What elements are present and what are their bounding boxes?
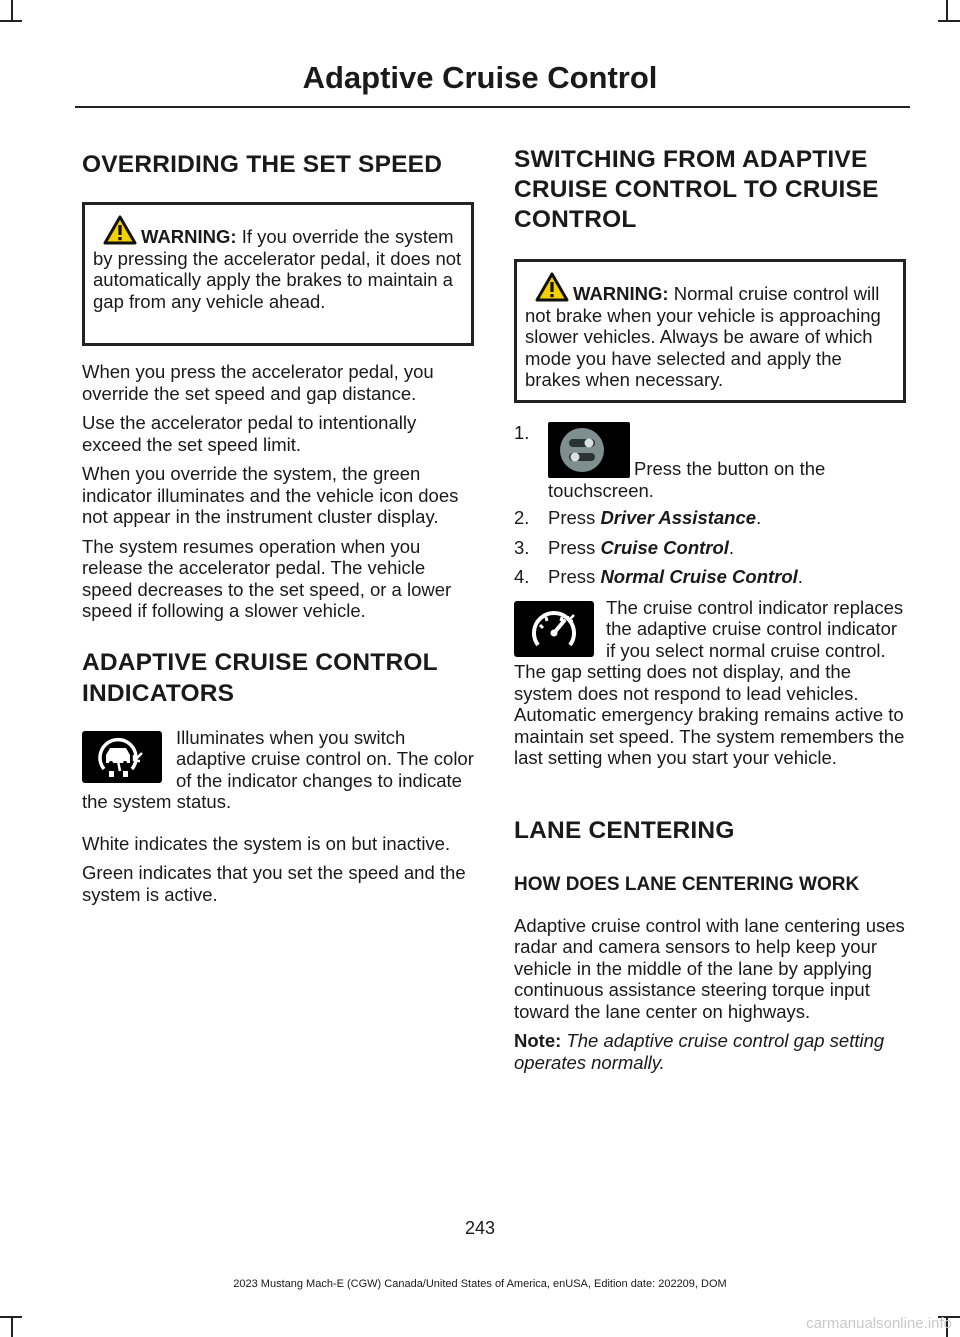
step-prefix: Press (548, 566, 601, 587)
right-column (514, 145, 906, 1073)
heading-line: CRUISE CONTROL TO CRUISE (514, 176, 879, 203)
menu-name: Driver Assistance (600, 507, 757, 528)
menu-name: Cruise Control (600, 536, 729, 558)
list-item (514, 422, 906, 501)
paragraph: Adaptive cruise control with lane centering uses radar and camera sensors to help keep your vehicle in the middle of the lane by applying continuous assistance steering torque input toward the lane center on highways. (514, 914, 905, 1022)
indicator-row (82, 727, 474, 813)
header-divider (75, 106, 910, 108)
warning-text: If you override the system by pressing the accelerator pedal, it does not automatically apply the brakes to maintain a gap from any vehicle ahead. (93, 226, 462, 312)
left-column (82, 145, 474, 905)
list-item (514, 507, 906, 529)
step-suffix: . (797, 566, 803, 587)
step-number: 3. (514, 536, 530, 558)
step-suffix: . (756, 507, 762, 528)
step-prefix: Press (548, 507, 601, 528)
cruise-indicator-row (514, 597, 906, 769)
crop-mark (11, 1316, 13, 1337)
paragraph: White indicates the system is on but inactive. (82, 832, 451, 854)
warning-box (514, 259, 906, 403)
note-text: The adaptive cruise control gap setting operates normally. (514, 1030, 885, 1073)
section-heading-overriding: OVERRIDING THE SET SPEED (82, 151, 443, 178)
section-heading-lane-centering: LANE CENTERING (514, 816, 735, 844)
watermark: carmanualsonline.info (806, 1315, 952, 1332)
subsection-heading: HOW DOES LANE CENTERING WORK (514, 873, 860, 895)
crop-mark (946, 0, 948, 22)
list-item (514, 537, 906, 559)
section-heading-switching (514, 145, 906, 235)
paragraph: When you press the accelerator pedal, you override the set speed and gap distance. (82, 361, 434, 404)
paragraph: The system resumes operation when you release the accelerator pedal. The vehicle speed decreases to the set speed, or a lower speed if following a slower vehicle. (82, 535, 452, 621)
warning-triangle-icon (103, 215, 137, 245)
warning-triangle-icon (535, 272, 569, 302)
warning-box (82, 202, 474, 346)
indicator-description: Illuminates when you switch adaptive cruise control on. The color of the indicator changes to indicate the system status. (82, 726, 474, 812)
step-prefix: Press (548, 536, 601, 558)
heading-line: ADAPTIVE CRUISE CONTROL (82, 648, 438, 676)
warning-label: WARNING: (141, 226, 237, 247)
paragraph: When you override the system, the green indicator illuminates and the vehicle icon does not appear in the instrument cluster display. (82, 463, 459, 527)
crop-mark (938, 20, 960, 22)
paragraph: Use the accelerator pedal to intentionally exceed the set speed limit. (82, 412, 417, 455)
page-number: 243 (464, 1218, 496, 1238)
warning-label: WARNING: (573, 283, 669, 304)
menu-name: Normal Cruise Control (600, 566, 798, 587)
crop-mark (0, 20, 22, 22)
crop-mark (11, 0, 13, 22)
heading-line: INDICATORS (82, 679, 235, 707)
warning-text: Normal cruise control will not brake when your vehicle is approaching slower vehicles. Always be aware of which mode you have selected and apply the brakes when necessary. (525, 283, 881, 390)
note-label: Note: (514, 1030, 562, 1051)
cruise-indicator-description: The cruise control indicator replaces the adaptive cruise control indicator if you select normal cruise control. The gap setting does not display, and the system does not respond to lead vehicles. Automatic emergency braking remains active to maintain set speed. The system remembers the last setting when you start your vehicle. (514, 596, 905, 768)
list-item (514, 566, 906, 588)
paragraph: Green indicates that you set the speed and the system is active. (82, 862, 466, 905)
step-number: 2. (514, 507, 530, 528)
edition-info: 2023 Mustang Mach-E (CGW) Canada/United States of America, enUSA, Edition date: 202209, DOM (233, 1278, 727, 1290)
heading-line: SWITCHING FROM ADAPTIVE (514, 146, 868, 173)
section-heading-indicators (82, 647, 474, 709)
adaptive-cruise-indicator-icon (82, 731, 162, 783)
step-text: Press the button on the touchscreen. (548, 458, 826, 501)
cruise-control-indicator-icon (514, 601, 594, 657)
page-title: Adaptive Cruise Control (302, 60, 658, 95)
note (514, 1030, 906, 1073)
step-number: 1. (514, 422, 530, 443)
step-suffix: . (728, 536, 735, 558)
heading-line: CONTROL (514, 206, 637, 233)
crop-mark (0, 1316, 22, 1318)
steps-list (514, 422, 906, 588)
step-number: 4. (514, 566, 530, 587)
settings-toggle-icon (548, 422, 630, 478)
